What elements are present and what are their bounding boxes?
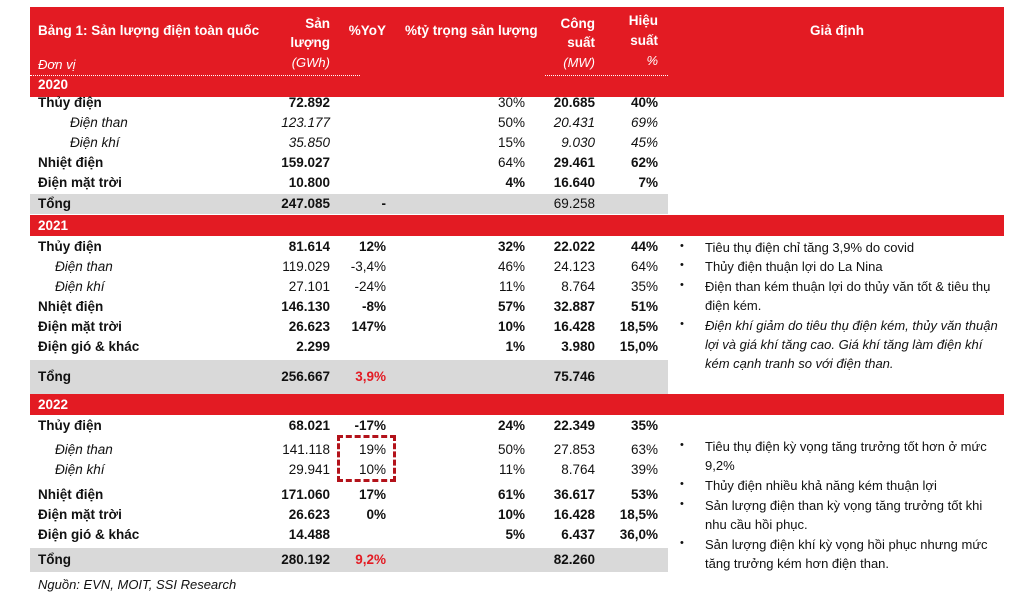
cell-output: 171.060: [281, 487, 330, 502]
bullet-icon: •: [680, 478, 684, 490]
cell-yoy: 17%: [358, 487, 386, 502]
row-label: Điện mặt trời: [38, 175, 122, 190]
cell-yoy: 12%: [358, 239, 386, 254]
cell-efficiency: 64%: [630, 259, 658, 274]
assumption-line: Tiêu thụ điện chỉ tăng 3,9% do covid: [705, 240, 915, 255]
cell-output: 26.623: [288, 319, 330, 334]
cell-output: 10.800: [288, 175, 330, 190]
cell-share: 46%: [497, 259, 525, 274]
assumption-line: tăng trưởng kém hơn điện than.: [705, 556, 890, 571]
row-label: Điện than: [55, 259, 113, 274]
assumption-line: Điện than kém thuận lợi do thủy văn tốt & tiêu thụ: [705, 279, 991, 294]
bullet-icon: •: [680, 498, 684, 510]
row-label: Nhiệt điện: [38, 155, 104, 170]
cell-capacity: 29.461: [553, 155, 595, 170]
header-capacity: suất: [567, 35, 595, 50]
cell-share: 50%: [497, 115, 525, 130]
bullet-icon: •: [680, 240, 684, 252]
cell-efficiency: 40%: [630, 95, 658, 110]
assumption-line: Thủy điện nhiều khả năng kém thuận lợi: [705, 478, 937, 493]
cell-capacity: 6.437: [561, 527, 595, 542]
cell-capacity: 32.887: [553, 299, 595, 314]
cell-share: 30%: [497, 95, 525, 110]
total-output: 256.667: [281, 369, 330, 384]
cell-share: 10%: [497, 319, 525, 334]
row-label: Điện khí: [55, 462, 105, 477]
total-output: 247.085: [281, 196, 330, 211]
cell-output: 141.118: [282, 442, 330, 457]
bullet-icon: •: [680, 279, 684, 291]
cell-capacity: 16.640: [553, 175, 595, 190]
cell-output: 72.892: [288, 95, 330, 110]
cell-share: 61%: [497, 487, 525, 502]
section-separator: [30, 415, 1004, 416]
section-year-2022: 2022: [38, 397, 69, 412]
cell-output: 26.623: [288, 507, 330, 522]
cell-yoy: -8%: [361, 299, 386, 314]
cell-efficiency: 53%: [630, 487, 658, 502]
cell-yoy: 0%: [366, 507, 386, 522]
row-label: Điện mặt trời: [38, 507, 122, 522]
total-capacity: 82.260: [553, 552, 595, 567]
total-yoy: -: [381, 196, 386, 211]
total-capacity: 69.258: [553, 196, 595, 211]
total-output: 280.192: [281, 552, 330, 567]
header-efficiency: suất: [630, 33, 658, 48]
cell-capacity: 8.764: [561, 279, 595, 294]
assumption-item: [705, 277, 990, 315]
cell-share: 10%: [497, 507, 525, 522]
header-assumptions: Giả định: [810, 23, 864, 38]
cell-efficiency: 18,5%: [619, 319, 658, 334]
row-label: Nhiệt điện: [38, 487, 104, 502]
cell-efficiency: 69%: [630, 115, 658, 130]
cell-capacity: 20.431: [553, 115, 595, 130]
row-label: Điện khí: [70, 135, 120, 150]
assumption-line: kém cạnh tranh so với điện than.: [705, 356, 894, 371]
assumption-line: Điện khí giảm do tiêu thụ điện kém, thủy văn thuận: [705, 318, 998, 333]
cell-capacity: 24.123: [553, 259, 595, 274]
assumption-line: điện kém.: [705, 298, 762, 313]
row-label: Thủy điện: [38, 95, 102, 110]
source-note: Nguồn: EVN, MOIT, SSI Research: [38, 577, 237, 592]
assumption-item: [705, 437, 987, 475]
cell-efficiency: 36,0%: [619, 527, 658, 542]
header-capacity-unit: (MW): [563, 55, 595, 70]
bullet-icon: •: [680, 537, 684, 549]
table-title: Bảng 1: Sản lượng điện toàn quốc: [38, 23, 260, 38]
cell-share: 57%: [497, 299, 525, 314]
assumption-item: [705, 316, 998, 373]
cell-capacity: 27.853: [553, 442, 595, 457]
cell-yoy: -24%: [354, 279, 386, 294]
assumption-item: [705, 535, 988, 573]
cell-efficiency: 35%: [630, 418, 658, 433]
total-label: Tổng: [38, 369, 71, 384]
cell-efficiency: 63%: [630, 442, 658, 457]
row-label: Thủy điện: [38, 418, 102, 433]
cell-capacity: 3.980: [561, 339, 595, 354]
assumption-item: [705, 476, 937, 495]
total-yoy: 9,2%: [355, 552, 386, 567]
row-label: Điện than: [70, 115, 128, 130]
row-label: Điện gió & khác: [38, 339, 140, 354]
highlight-box: [337, 435, 396, 482]
cell-output: 2.299: [296, 339, 330, 354]
cell-efficiency: 44%: [630, 239, 658, 254]
bullet-icon: •: [680, 259, 684, 271]
cell-yoy: 19%: [358, 442, 386, 457]
cell-share: 15%: [497, 135, 525, 150]
bullet-icon: •: [680, 439, 684, 451]
cell-share: 5%: [505, 527, 525, 542]
total-label: Tổng: [38, 196, 71, 211]
header-yoy: %YoY: [348, 23, 386, 38]
assumption-item: [705, 238, 914, 257]
cell-output: 119.029: [282, 259, 330, 274]
cell-output: 81.614: [288, 239, 330, 254]
header-output-unit: (GWh): [291, 55, 330, 70]
header-separator: [30, 75, 360, 76]
header-share: %tỷ trọng sản lượng: [405, 23, 538, 38]
row-label: Nhiệt điện: [38, 299, 104, 314]
assumption-line: Thủy điện thuận lợi do La Nina: [705, 259, 883, 274]
assumption-item: [705, 496, 982, 534]
cell-share: 32%: [497, 239, 525, 254]
cell-output: 29.941: [288, 462, 330, 477]
header-output: lượng: [290, 35, 330, 50]
row-label: Thủy điện: [38, 239, 102, 254]
cell-yoy: -3,4%: [350, 259, 386, 274]
header-output: Sản: [305, 16, 330, 31]
cell-efficiency: 35%: [630, 279, 658, 294]
cell-capacity: 22.022: [553, 239, 595, 254]
total-capacity: 75.746: [553, 369, 595, 384]
cell-output: 123.177: [281, 115, 330, 130]
header-efficiency-unit: %: [646, 53, 658, 68]
cell-capacity: 22.349: [553, 418, 595, 433]
cell-output: 35.850: [288, 135, 330, 150]
cell-output: 27.101: [288, 279, 330, 294]
cell-share: 1%: [505, 339, 525, 354]
cell-share: 64%: [497, 155, 525, 170]
header-efficiency: Hiệu: [628, 13, 658, 28]
cell-capacity: 16.428: [553, 319, 595, 334]
section-year-2021: 2021: [38, 218, 69, 233]
row-label: Điện than: [55, 442, 113, 457]
cell-capacity: 9.030: [561, 135, 595, 150]
row-label: Điện khí: [55, 279, 105, 294]
assumption-line: Tiêu thụ điện kỳ vọng tăng trưởng tốt hơn ở mức: [705, 439, 987, 454]
cell-output: 68.021: [288, 418, 330, 433]
cell-efficiency: 39%: [630, 462, 658, 477]
assumption-line: Sản lượng điện khí kỳ vọng hồi phục nhưng mức: [705, 537, 988, 552]
total-yoy: 3,9%: [355, 369, 386, 384]
cell-efficiency: 15,0%: [619, 339, 658, 354]
cell-share: 50%: [497, 442, 525, 457]
bullet-icon: •: [680, 318, 684, 330]
section-year-2020: 2020: [38, 77, 69, 92]
cell-efficiency: 7%: [638, 175, 658, 190]
assumption-line: nhu cầu hồi phục.: [705, 517, 808, 532]
section-bar-2021: [30, 215, 1004, 236]
cell-efficiency: 18,5%: [619, 507, 658, 522]
cell-output: 14.488: [288, 527, 330, 542]
cell-capacity: 36.617: [553, 487, 595, 502]
cell-capacity: 20.685: [553, 95, 595, 110]
cell-output: 146.130: [281, 299, 330, 314]
cell-capacity: 8.764: [561, 462, 595, 477]
cell-efficiency: 62%: [630, 155, 658, 170]
header-capacity: Công: [560, 16, 595, 31]
cell-capacity: 16.428: [553, 507, 595, 522]
cell-share: 11%: [498, 462, 525, 477]
cell-efficiency: 51%: [630, 299, 658, 314]
cell-yoy: 147%: [351, 319, 386, 334]
cell-share: 11%: [498, 279, 525, 294]
assumption-line: Sản lượng điện than kỳ vọng tăng trưởng tốt khi: [705, 498, 983, 513]
unit-label: Đơn vị: [38, 57, 76, 72]
assumption-line: lợi và giá khí tăng cao. Giá khí tăng làm điện khí: [705, 337, 983, 352]
cell-efficiency: 45%: [630, 135, 658, 150]
row-label: Điện mặt trời: [38, 319, 122, 334]
cell-share: 4%: [505, 175, 525, 190]
header-separator: [545, 75, 668, 76]
section-separator: [30, 236, 1004, 237]
assumption-line: 9,2%: [705, 458, 735, 473]
cell-yoy: 10%: [358, 462, 386, 477]
total-label: Tổng: [38, 552, 71, 567]
row-label: Điện gió & khác: [38, 527, 140, 542]
cell-yoy: -17%: [354, 418, 386, 433]
assumption-item: [705, 257, 883, 276]
cell-output: 159.027: [281, 155, 330, 170]
cell-share: 24%: [497, 418, 525, 433]
section-bar-2022: [30, 394, 1004, 415]
table-header: [30, 7, 1004, 97]
